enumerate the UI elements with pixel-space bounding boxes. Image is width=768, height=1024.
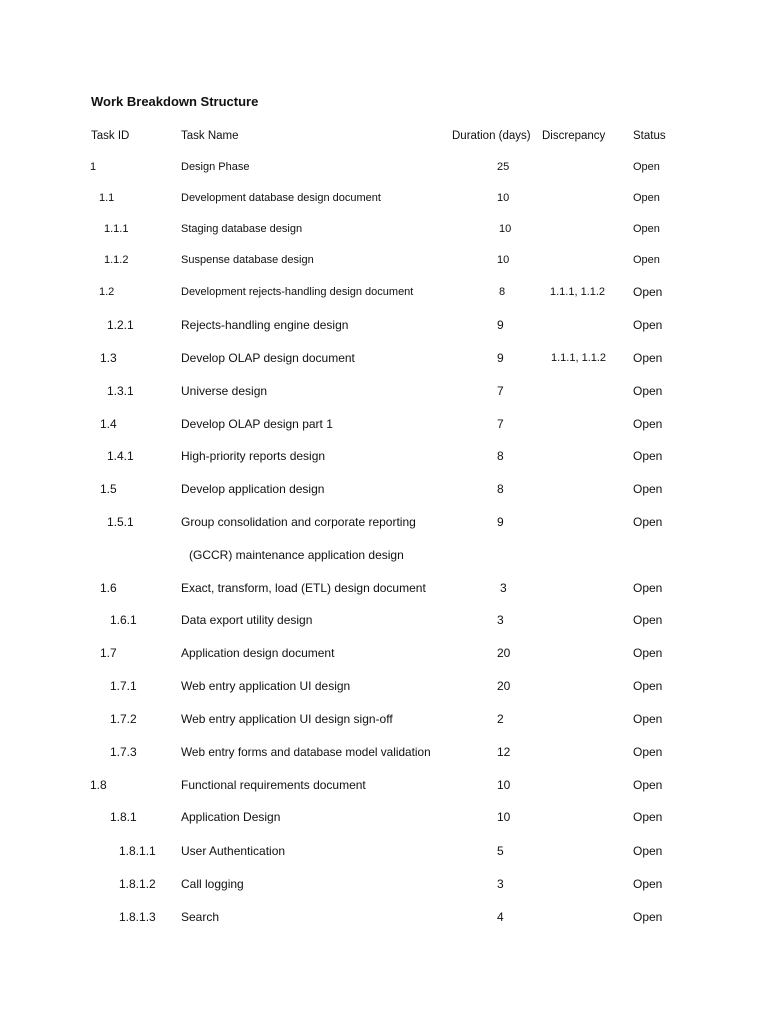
task-status: Open: [633, 844, 663, 858]
task-id: 1.2: [99, 286, 115, 298]
task-status: Open: [633, 417, 663, 431]
task-id: 1.7: [100, 646, 117, 660]
task-id: 1.8.1.2: [119, 877, 156, 891]
task-duration: 3: [497, 613, 504, 627]
task-duration: 2: [497, 712, 504, 726]
task-name: Search: [181, 910, 220, 924]
task-duration: 12: [497, 745, 511, 759]
task-status: Open: [633, 778, 663, 792]
task-duration: 10: [499, 223, 512, 235]
task-id: 1: [90, 161, 97, 173]
task-status: Open: [633, 384, 663, 398]
task-duration: 8: [497, 482, 504, 496]
task-duration: 10: [497, 778, 511, 792]
task-name: User Authentication: [181, 844, 286, 858]
task-status: Open: [633, 646, 663, 660]
task-status: Open: [633, 581, 663, 595]
task-status: Open: [633, 745, 663, 759]
header-task-id: Task ID: [91, 130, 130, 142]
task-status: Open: [633, 192, 660, 204]
task-name: Application Design: [181, 810, 281, 824]
task-duration: 4: [497, 910, 504, 924]
task-duration: 7: [497, 384, 504, 398]
task-id: 1.5.1: [107, 515, 134, 529]
task-name: Web entry application UI design sign-off: [181, 712, 393, 726]
task-id: 1.7.3: [110, 745, 137, 759]
task-name: Staging database design: [181, 223, 303, 235]
task-status: Open: [633, 161, 660, 173]
task-id: 1.1: [99, 192, 115, 204]
task-duration: 20: [497, 679, 511, 693]
task-status: Open: [633, 223, 660, 235]
task-id: 1.8: [90, 778, 107, 792]
task-id: 1.6: [100, 581, 117, 595]
task-name: Rejects-handling engine design: [181, 318, 349, 332]
task-status: Open: [633, 318, 663, 332]
task-duration: 8: [497, 449, 504, 463]
task-name: Development rejects-handling design document: [181, 286, 414, 298]
task-id: 1.1.2: [104, 254, 129, 266]
task-duration: 5: [497, 844, 504, 858]
task-duration: 8: [499, 286, 506, 298]
header-discrepancy: Discrepancy: [542, 130, 606, 142]
task-status: Open: [633, 449, 663, 463]
task-name: Application design document: [181, 646, 335, 660]
task-status: Open: [633, 482, 663, 496]
task-duration: 9: [497, 515, 504, 529]
task-duration: 9: [497, 351, 504, 365]
task-name: Web entry forms and database model validation: [181, 745, 431, 759]
task-name: Develop OLAP design document: [181, 351, 355, 365]
task-id: 1.3: [100, 351, 117, 365]
task-name: Call logging: [181, 877, 244, 891]
task-status: Open: [633, 613, 663, 627]
task-status: Open: [633, 810, 663, 824]
task-duration: 3: [500, 581, 507, 595]
header-task-name: Task Name: [181, 130, 239, 142]
task-duration: 10: [497, 810, 511, 824]
task-duration: 9: [497, 318, 504, 332]
task-status: Open: [633, 877, 663, 891]
task-status: Open: [633, 285, 663, 299]
task-name: Functional requirements document: [181, 778, 366, 792]
task-status: Open: [633, 712, 663, 726]
task-id: 1.8.1.3: [119, 910, 156, 924]
task-name: Group consolidation and corporate reporting: [181, 515, 416, 529]
task-id: 1.4.1: [107, 449, 134, 463]
task-id: 1.5: [100, 482, 117, 496]
task-status: Open: [633, 910, 663, 924]
task-duration: 10: [497, 192, 510, 204]
task-status: Open: [633, 515, 663, 529]
task-status: Open: [633, 254, 660, 266]
task-discrepancy: 1.1.1, 1.1.2: [550, 286, 606, 298]
task-name: Exact, transform, load (ETL) design document: [181, 581, 426, 595]
task-duration: 7: [497, 417, 504, 431]
task-status: Open: [633, 679, 663, 693]
header-status: Status: [633, 130, 666, 142]
task-name: Suspense database design: [181, 254, 314, 266]
task-name-continuation: (GCCR) maintenance application design: [189, 548, 404, 562]
task-discrepancy: 1.1.1, 1.1.2: [551, 352, 607, 364]
task-name: Universe design: [181, 384, 268, 398]
task-name: Design Phase: [181, 161, 250, 173]
task-status: Open: [633, 351, 663, 365]
task-duration: 20: [497, 646, 511, 660]
task-duration: 25: [497, 161, 510, 173]
task-id: 1.3.1: [107, 384, 134, 398]
task-id: 1.4: [100, 417, 117, 431]
task-id: 1.7.2: [110, 712, 137, 726]
page-title: Work Breakdown Structure: [91, 94, 259, 109]
task-duration: 10: [497, 254, 510, 266]
task-name: Develop application design: [181, 482, 325, 496]
header-duration: Duration (days): [452, 130, 531, 142]
task-id: 1.1.1: [104, 223, 129, 235]
task-name: Web entry application UI design: [181, 679, 351, 693]
task-name: Develop OLAP design part 1: [181, 417, 333, 431]
task-duration: 3: [497, 877, 504, 891]
task-id: 1.2.1: [107, 318, 134, 332]
task-id: 1.8.1: [110, 810, 137, 824]
task-id: 1.8.1.1: [119, 844, 156, 858]
task-name: Development database design document: [181, 192, 381, 204]
task-id: 1.6.1: [110, 613, 137, 627]
task-name: Data export utility design: [181, 613, 313, 627]
task-name: High-priority reports design: [181, 449, 326, 463]
task-id: 1.7.1: [110, 679, 137, 693]
